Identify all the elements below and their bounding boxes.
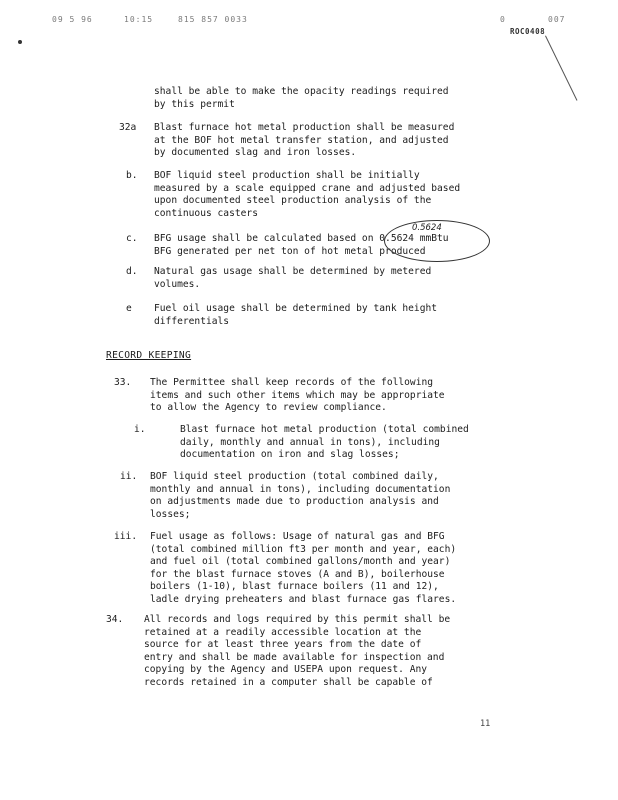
item-33-i-text: Blast furnace hot metal production (total combined daily, monthly and annual in tons), including documentation on iron and slag losses; [180,424,469,460]
item-32d-text: Natural gas usage shall be determined by metered volumes. [154,266,432,290]
item-32c-text: BFG usage shall be calculated based on 0.5624 mmBtu BFG generated per net ton of hot metal produced [154,233,449,257]
handwritten-annotation: 0.5624 [412,223,442,233]
item-32e-label: e [126,303,132,314]
handwritten-circle [384,220,490,262]
item-33-ii-label: ii. [120,471,138,482]
item-33-i-label: i. [134,424,146,435]
item-33-text: The Permittee shall keep records of the following items and such other items which may be appropriate to allow the Agency to review compliance. [150,377,445,413]
intro-continuation: shall be able to make the opacity readings required by this permit [154,86,449,110]
item-32c-label: c. [126,233,138,244]
fax-header-date: 09 5 96 [52,15,93,24]
fax-header-time: 10:15 [124,15,154,24]
item-34-text: All records and logs required by this permit shall be retained at a readily accessible location at the source for at least three years from the date of entry and shall be made available for inspection and copying by the Agency and USEPA upon request. Any records retained in a computer shall be capable of [144,614,451,688]
item-32b-label: b. [126,170,138,181]
item-32b-text: BOF liquid steel production shall be initially measured by a scale equipped crane and adjusted based upon documented steel production analysis of the continuous casters [154,170,461,219]
scan-speck [18,40,22,44]
item-32e-text: Fuel oil usage shall be determined by tank height differentials [154,303,438,327]
fax-header-page: 007 [548,15,566,24]
fax-header-phone: 815 857 0033 [178,15,248,24]
item-32a-text: Blast furnace hot metal production shall be measured at the BOF hot metal transfer station, and adjusted by documented slag and iron losses. [154,122,455,158]
fax-header [52,14,588,26]
item-33-label: 33. [114,377,132,388]
item-33-iii-label: iii. [114,531,138,542]
page-number: 11 [480,719,491,729]
item-33-iii-text: Fuel usage as follows: Usage of natural gas and BFG (total combined million ft3 per month and year, each) and fuel oil (total combined gallons/month and year) for the blast furnace stoves (A and B), boilerhouse boilers (1-10), blast furnace boilers (11 and 12), ladle drying preheaters and blast furnace gas flares. [150,531,457,605]
margin-line-mark [545,36,577,101]
item-32a-label: 32a [119,122,137,133]
item-32d-label: d. [126,266,138,277]
item-34-label: 34. [106,614,124,625]
document-stamp: ROC0408 [510,27,546,36]
record-keeping-heading: RECORD KEEPING [106,350,192,361]
fax-header-sender: 0 [500,15,506,24]
item-33-ii-text: BOF liquid steel production (total combined daily, monthly and annual in tons), including documentation on adjustments made due to production analysis and losses; [150,471,451,520]
